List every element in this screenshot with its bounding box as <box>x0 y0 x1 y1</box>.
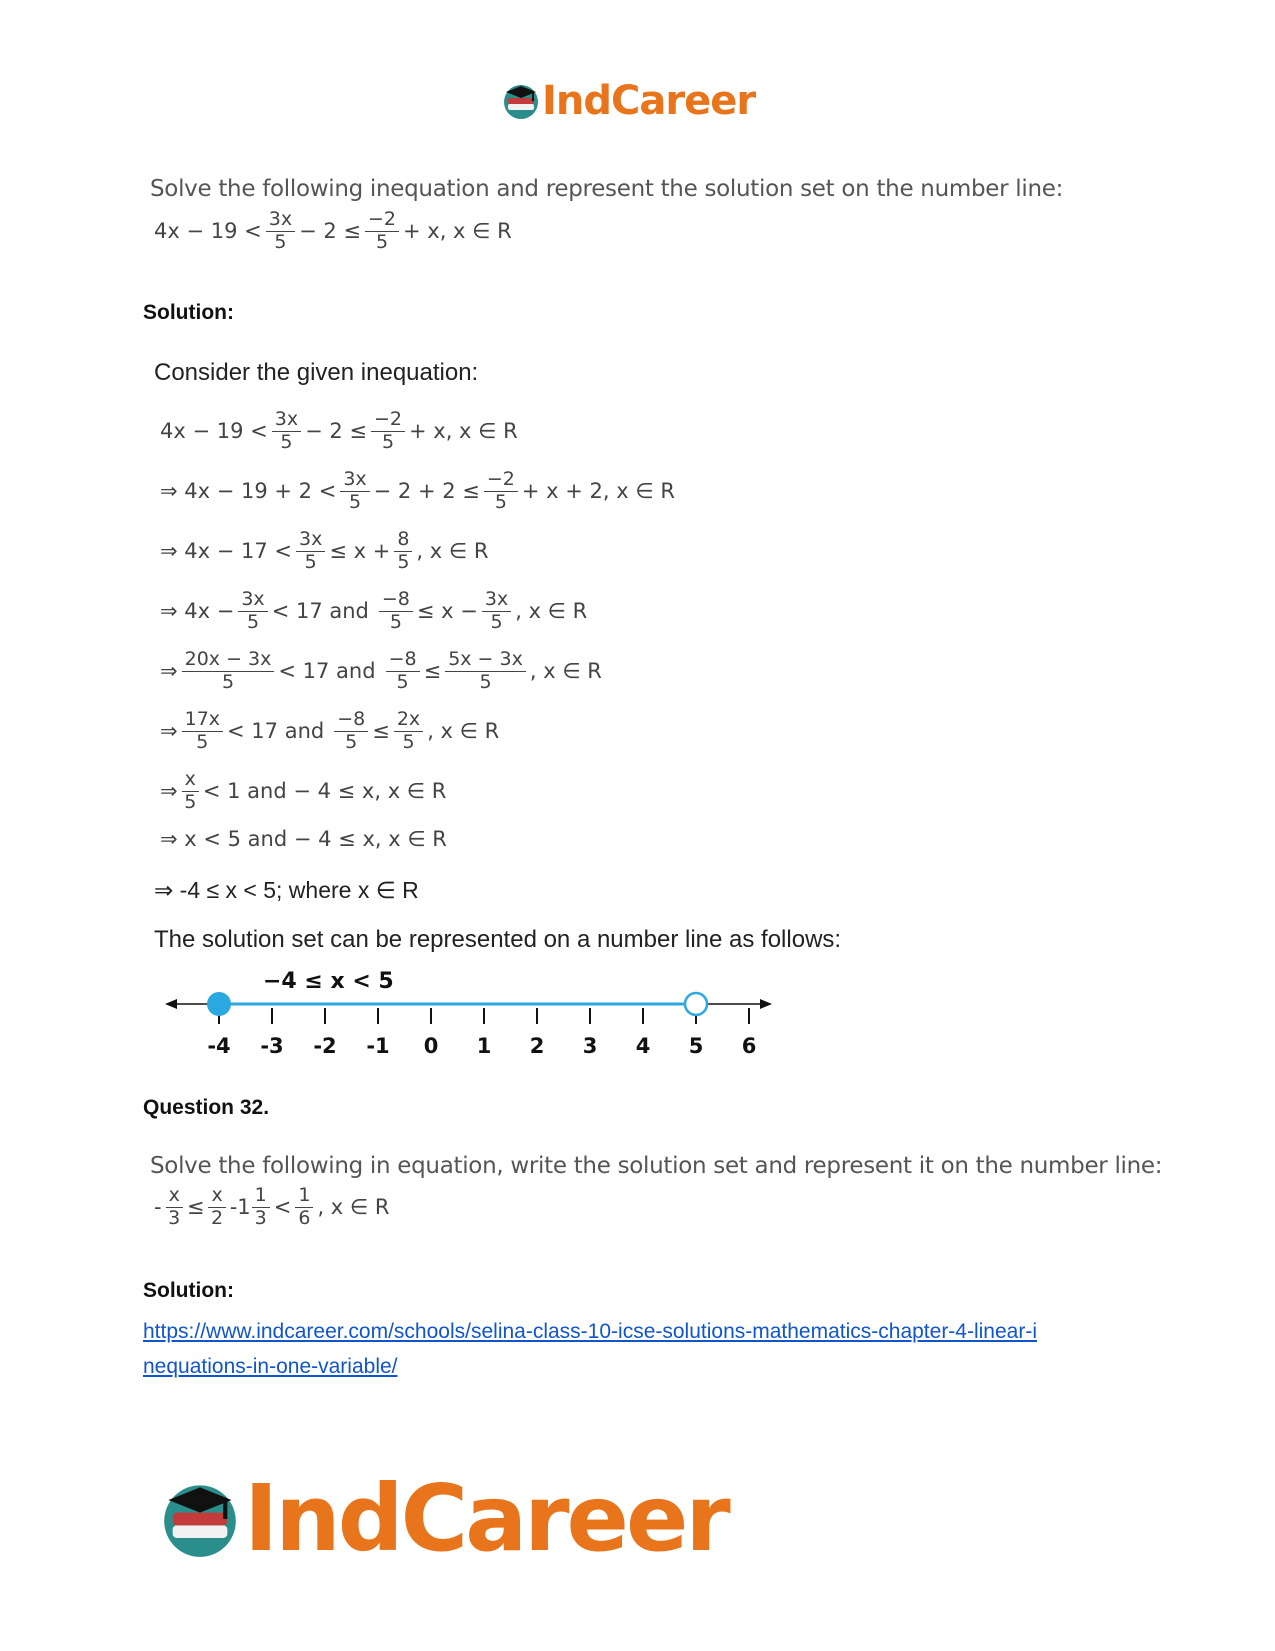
solution-result: ⇒ -4 ≤ x < 5; where x ∈ R <box>154 877 419 903</box>
frac-den: 5 <box>389 610 402 633</box>
tick-label: -2 <box>313 1034 337 1058</box>
frac-den: 3 <box>168 1206 181 1229</box>
solution-step-7 <box>160 770 446 813</box>
expr-part: − 2 + 2 ≤ <box>373 479 480 504</box>
tick-label: 5 <box>688 1034 704 1058</box>
fraction <box>166 1186 183 1229</box>
fraction <box>296 530 325 573</box>
solution-heading-2: Solution: <box>143 1279 234 1302</box>
fraction <box>394 710 423 753</box>
frac-den: 5 <box>397 550 410 573</box>
expr-part: < 17 and <box>227 719 325 744</box>
frac-den: 5 <box>375 230 389 253</box>
frac-den: 5 <box>494 490 507 513</box>
solution-step-8: ⇒ x < 5 and − 4 ≤ x, x ∈ R <box>160 827 447 851</box>
expr-part: ⇒ 4x − <box>160 599 235 624</box>
number-line <box>160 962 800 1067</box>
footer-logo <box>160 1465 728 1572</box>
solution-step-3 <box>160 530 488 573</box>
frac-den: 5 <box>184 790 197 813</box>
expr-part: ⇒ 4x − 17 < <box>160 539 292 564</box>
expr-part: 4x − 19 < <box>160 419 268 444</box>
solution-link-line-2[interactable]: nequations-in-one-variable/ <box>143 1355 398 1378</box>
expr-part: , x ∈ R <box>515 599 588 624</box>
frac-num: −2 <box>365 210 399 232</box>
frac-num: 17x <box>182 710 223 732</box>
frac-num: 3x <box>238 590 267 612</box>
frac-num: 3x <box>266 210 295 232</box>
fraction <box>445 650 526 693</box>
frac-den: 5 <box>479 670 492 693</box>
frac-num: −2 <box>371 410 405 432</box>
fraction <box>334 710 368 753</box>
frac-den: 6 <box>298 1206 311 1229</box>
expr-part: − 2 ≤ <box>299 219 361 244</box>
left-arrow-icon <box>165 999 177 1009</box>
expr-part: -1 <box>229 1195 251 1220</box>
question-heading: Question 32. <box>143 1096 270 1119</box>
tick-label: -1 <box>366 1034 390 1058</box>
frac-den: 5 <box>274 230 287 253</box>
solution-heading: Solution: <box>143 301 234 324</box>
solution-step-2 <box>160 470 675 513</box>
question-prompt-32: Solve the following in equation, write the solution set and represent it on the number line: <box>150 1153 1163 1179</box>
frac-den: 5 <box>196 730 209 753</box>
expr-part: 4x − 19 < <box>154 219 262 244</box>
number-line-intro: The solution set can be represented on a number line as follows: <box>154 926 842 953</box>
expr-part: ≤ <box>423 659 442 684</box>
frac-num: −8 <box>386 650 420 672</box>
frac-num: −8 <box>379 590 413 612</box>
solution-step-1 <box>160 410 518 453</box>
expr-part: ≤ <box>372 719 390 744</box>
tick-label: -3 <box>260 1034 284 1058</box>
frac-num: 3x <box>340 470 369 492</box>
expr-part: , x ∈ R <box>317 1195 390 1220</box>
frac-num: 5x − 3x <box>445 650 526 672</box>
frac-den: 5 <box>396 670 409 693</box>
frac-den: 5 <box>345 730 358 753</box>
right-arrow-icon <box>760 999 772 1009</box>
expr-part: < 1 and − 4 ≤ x, x ∈ R <box>202 779 447 804</box>
expr-part: ≤ x − <box>416 599 478 624</box>
frac-num: x <box>166 1186 183 1208</box>
fraction <box>238 590 267 633</box>
frac-den: 5 <box>304 550 317 573</box>
fraction <box>379 590 413 633</box>
expr-part: ≤ x + <box>329 539 391 564</box>
expr-part: , x ∈ R <box>416 539 489 564</box>
frac-den: 5 <box>381 430 395 453</box>
tick-label: 1 <box>476 1034 492 1058</box>
frac-den: 5 <box>280 430 293 453</box>
frac-num: −2 <box>484 470 518 492</box>
header-logo <box>502 78 755 124</box>
frac-den: 5 <box>221 670 235 693</box>
closed-endpoint <box>208 993 230 1015</box>
tick-label: 6 <box>741 1034 757 1058</box>
number-line-label: −4 ≤ x < 5 <box>263 969 394 994</box>
frac-den: 5 <box>348 490 362 513</box>
fraction <box>182 710 223 753</box>
frac-num: x <box>182 770 199 792</box>
expr-part: - <box>154 1195 162 1220</box>
frac-num: 8 <box>394 530 412 552</box>
frac-num: 1 <box>295 1186 313 1208</box>
open-endpoint <box>685 993 707 1015</box>
expr-part: < <box>273 1195 292 1220</box>
fraction <box>252 1186 270 1229</box>
expr-part: ⇒ <box>160 779 178 804</box>
graduation-book-icon <box>502 82 540 120</box>
frac-den: 5 <box>246 610 260 633</box>
fraction <box>386 650 420 693</box>
fraction <box>340 470 369 513</box>
graduation-book-icon <box>160 1479 240 1559</box>
solution-intro: Consider the given inequation: <box>154 359 479 386</box>
tick-label: 3 <box>582 1034 598 1058</box>
tick-label: -4 <box>207 1034 231 1058</box>
frac-den: 5 <box>490 610 503 633</box>
expr-part: + x, x ∈ R <box>409 419 518 444</box>
question-expression-32 <box>154 1186 389 1229</box>
fraction <box>272 410 301 453</box>
frac-num: x <box>208 1186 225 1208</box>
solution-link[interactable] <box>143 1314 1143 1384</box>
question-prompt: Solve the following inequation and represent the solution set on the number line: <box>150 176 1064 202</box>
frac-num: 20x − 3x <box>182 650 275 672</box>
fraction <box>295 1186 313 1229</box>
expr-part: , x ∈ R <box>427 719 500 744</box>
tick-label: 2 <box>529 1034 545 1058</box>
fraction <box>365 210 399 253</box>
frac-num: 3x <box>272 410 301 432</box>
solution-step-6 <box>160 710 499 753</box>
expr-part: + x + 2, x ∈ R <box>521 479 675 504</box>
frac-num: 3x <box>296 530 325 552</box>
fraction <box>371 410 405 453</box>
question-expression <box>154 210 512 253</box>
solution-step-5 <box>160 650 602 693</box>
frac-num: 2x <box>394 710 423 732</box>
expr-part: , x ∈ R <box>529 659 602 684</box>
solution-step-4 <box>160 590 587 633</box>
expr-part: ⇒ <box>160 659 178 684</box>
frac-num: 3x <box>482 590 511 612</box>
frac-den: 2 <box>211 1206 224 1229</box>
frac-num: −8 <box>334 710 368 732</box>
expr-part: + x, x ∈ R <box>403 219 512 244</box>
expr-part: ≤ <box>186 1195 205 1220</box>
frac-num: 1 <box>252 1186 270 1208</box>
fraction <box>484 470 518 513</box>
fraction <box>266 210 295 253</box>
tick-label: 4 <box>635 1034 651 1058</box>
fraction <box>394 530 412 573</box>
expr-part: < 17 and <box>271 599 369 624</box>
expr-part: < 17 and <box>278 659 376 684</box>
frac-den: 5 <box>402 730 415 753</box>
expr-part: ⇒ <box>160 719 178 744</box>
tick-label: 0 <box>423 1034 439 1058</box>
fraction <box>182 650 275 693</box>
fraction <box>208 1186 225 1229</box>
expr-part: ⇒ 4x − 19 + 2 < <box>160 479 337 504</box>
frac-den: 3 <box>254 1206 267 1229</box>
expr-part: − 2 ≤ <box>305 419 367 444</box>
fraction <box>182 770 199 813</box>
logo-text: IndCareer <box>244 1465 728 1572</box>
logo-text: IndCareer <box>542 78 756 124</box>
fraction <box>482 590 511 633</box>
solution-link-line-1[interactable]: https://www.indcareer.com/schools/selina-class-10-icse-solutions-mathematics-chapter-4-linear-i <box>143 1320 1037 1343</box>
